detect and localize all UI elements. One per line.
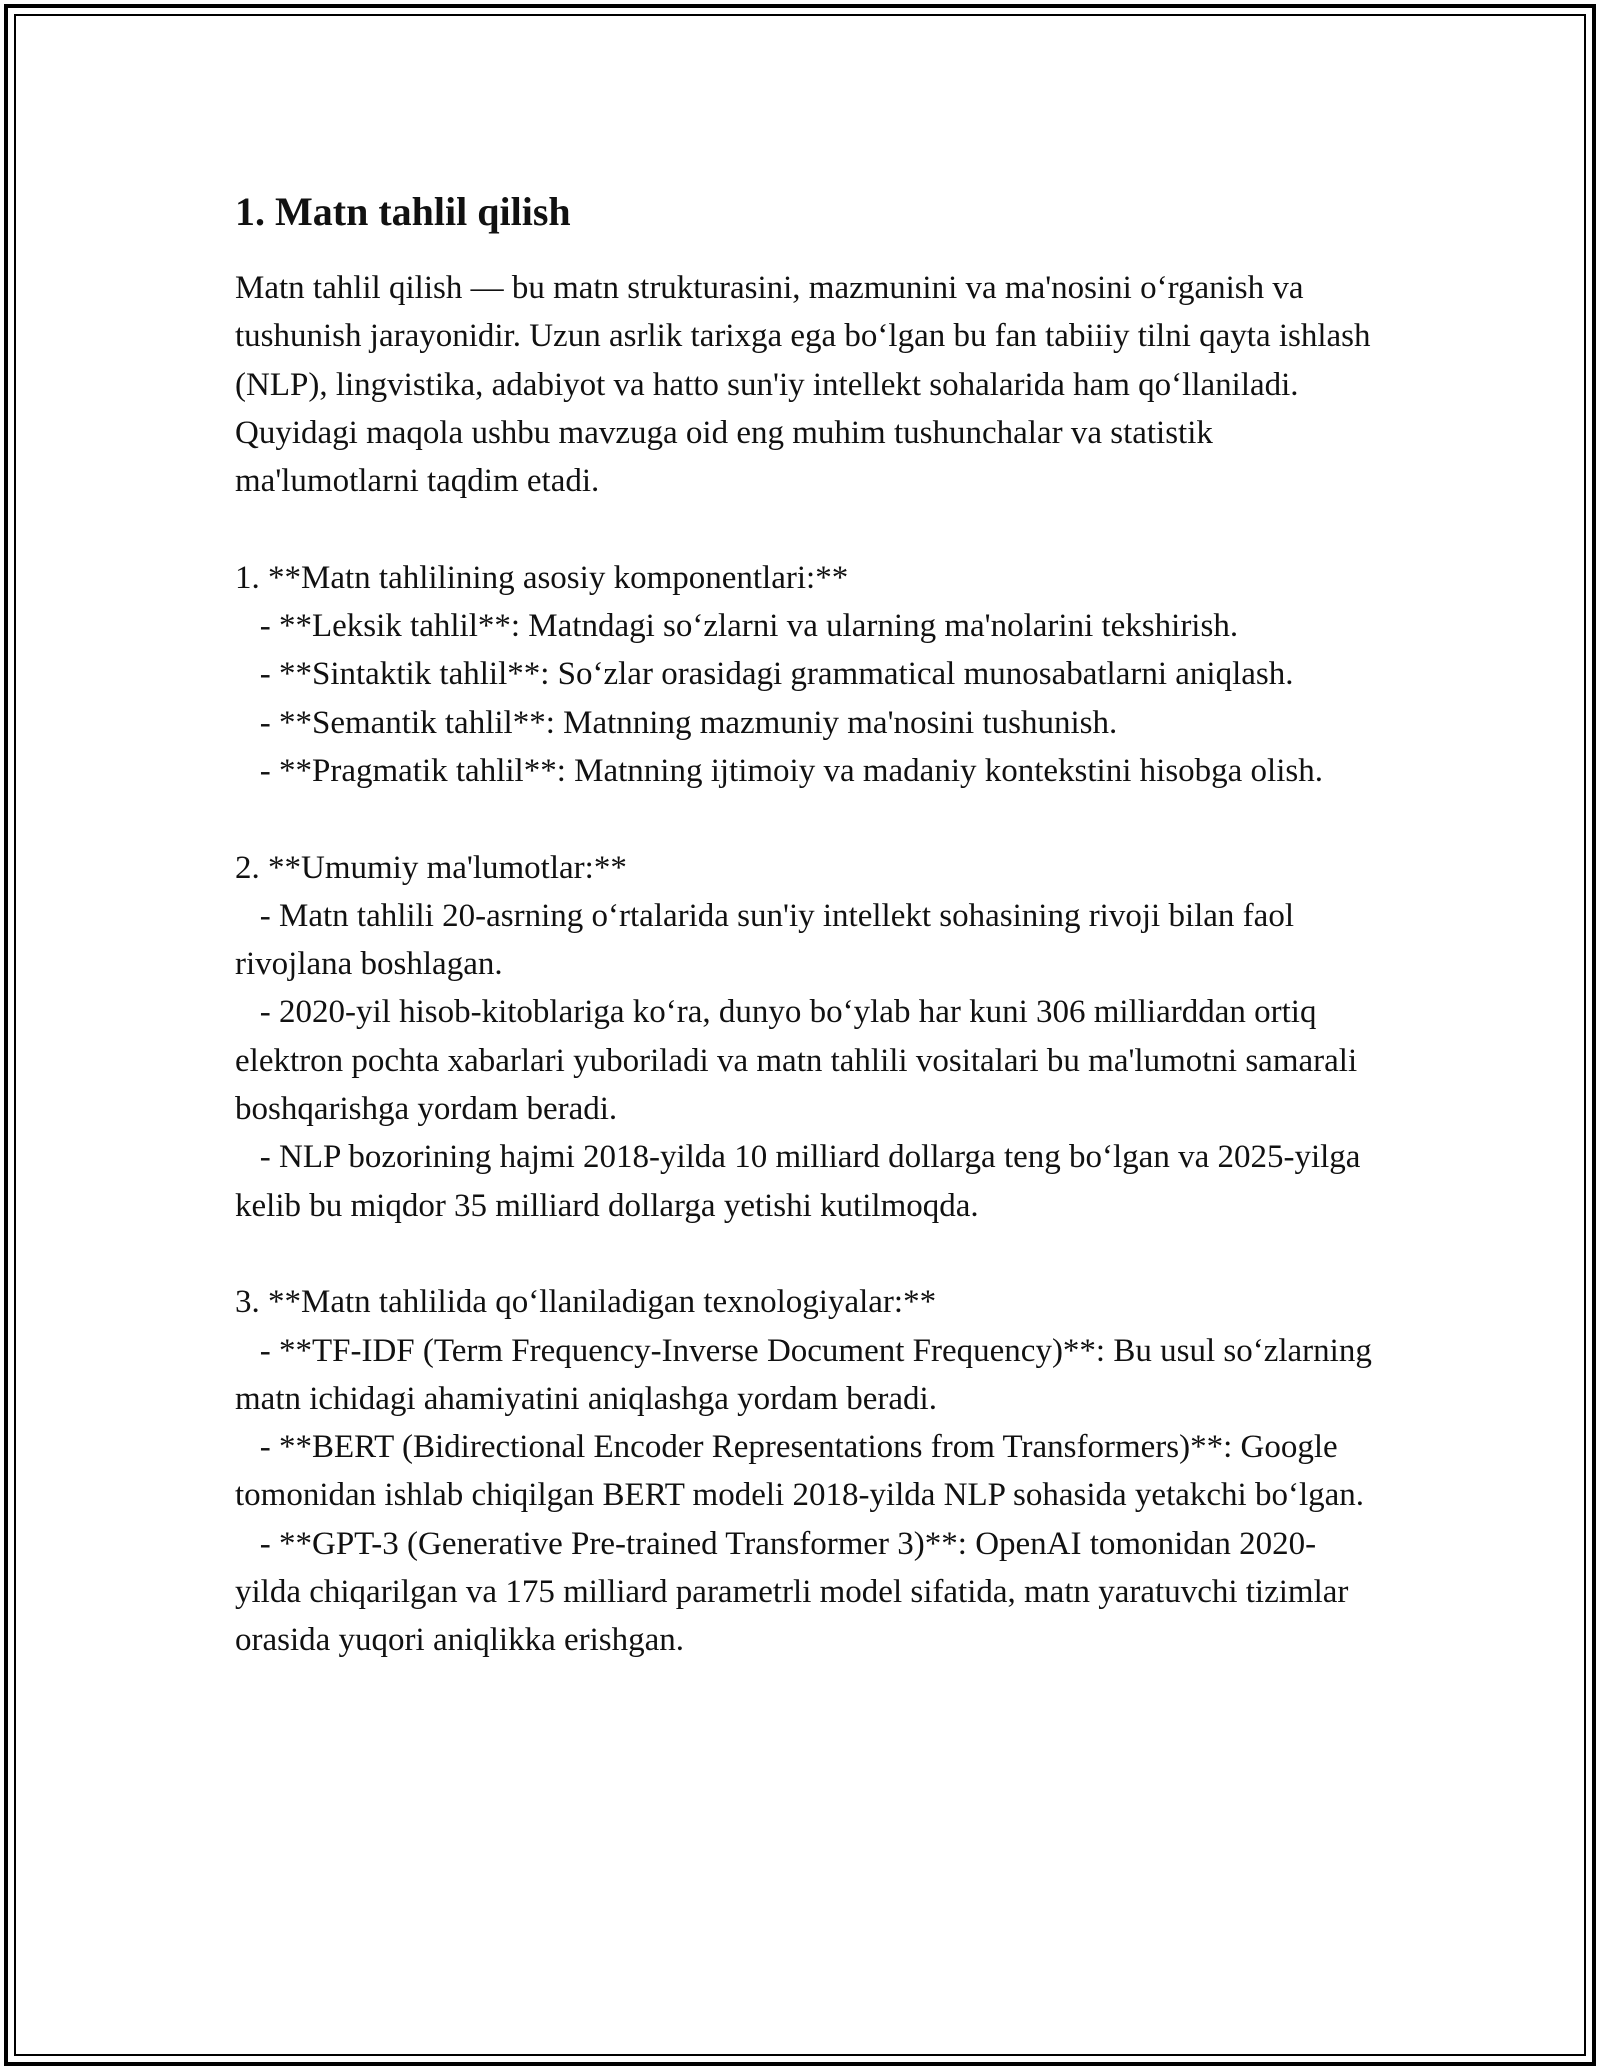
intro-paragraph: Matn tahlil qilish — bu matn strukturasini, mazmunini va ma'nosini o‘rganish va tushunish jarayonidir. Uzun asrlik tarixga ega bo‘lgan bu fan tabiiiy tilni qayta ishlash (NLP), lingvistika, adabiyot va hatto sun'iy intellekt sohalarida ham qo‘llaniladi. Quyidagi maqola ushbu mavzuga oid eng muhim tushunchalar va statistik ma'lumotlarni taqdim etadi.: [235, 270, 1379, 500]
list-item: - **Sintaktik tahlil**: So‘zlar orasidagi grammatical munosabatlarni aniqlash.: [235, 656, 1294, 693]
list-item: - 2020-yil hisob-kitoblariga ko‘ra, dunyo bo‘ylab har kuni 306 milliarddan ortiq elektron pochta xabarlari yuboriladi va matn tahlili vositalari bu ma'lumotni samarali boshqarishga yordam beradi.: [235, 994, 1366, 1128]
section-heading: 2. **Umumiy ma'lumotlar:**: [235, 849, 627, 886]
list-item: - **Pragmatik tahlil**: Matnning ijtimoiy va madaniy kontekstini hisobga olish.: [235, 752, 1323, 789]
list-item: - **Semantik tahlil**: Matnning mazmuniy ma'nosini tushunish.: [235, 704, 1118, 741]
list-item: - NLP bozorining hajmi 2018-yilda 10 milliard dollarga teng bo‘lgan va 2025-yilga kelib bu miqdor 35 milliard dollarga yetishi kutilmoqda.: [235, 1139, 1369, 1224]
page-title: 1. Matn tahlil qilish: [235, 189, 571, 234]
section-heading: 3. **Matn tahlilida qo‘llaniladigan texnologiyalar:**: [235, 1284, 937, 1321]
section-heading: 1. **Matn tahlilining asosiy komponentlari:**: [235, 559, 849, 596]
list-item: - **GPT-3 (Generative Pre-trained Transformer 3)**: OpenAI tomonidan 2020-yilda chiqarilgan va 175 milliard parametrli model sifatida, matn yaratuvchi tizimlar orasida yuqori aniqlikka erishgan.: [235, 1525, 1357, 1659]
list-item: - **Leksik tahlil**: Matndagi so‘zlarni va ularning ma'nolarini tekshirish.: [235, 608, 1239, 645]
list-item: - Matn tahlili 20-asrning o‘rtalarida sun'iy intellekt sohasining rivoji bilan faol rivojlana boshlagan.: [235, 897, 1303, 983]
document-body: [235, 186, 1381, 1665]
list-item: - **TF-IDF (Term Frequency-Inverse Document Frequency)**: Bu usul so‘zlarning matn ichidagi ahamiyatini aniqlashga yordam beradi.: [235, 1332, 1381, 1417]
spacer: [235, 505, 1375, 553]
spacer: [235, 795, 1375, 843]
section-technologies: [235, 1278, 1381, 1664]
section-general-info: [235, 844, 1375, 1230]
section-components: [235, 554, 1375, 795]
spacer: [235, 1230, 1375, 1278]
list-item: - **BERT (Bidirectional Encoder Representations from Transformers)**: Google tomonidan ishlab chiqilgan BERT modeli 2018-yilda NLP sohasida yetakchi bo‘lgan.: [235, 1429, 1365, 1514]
